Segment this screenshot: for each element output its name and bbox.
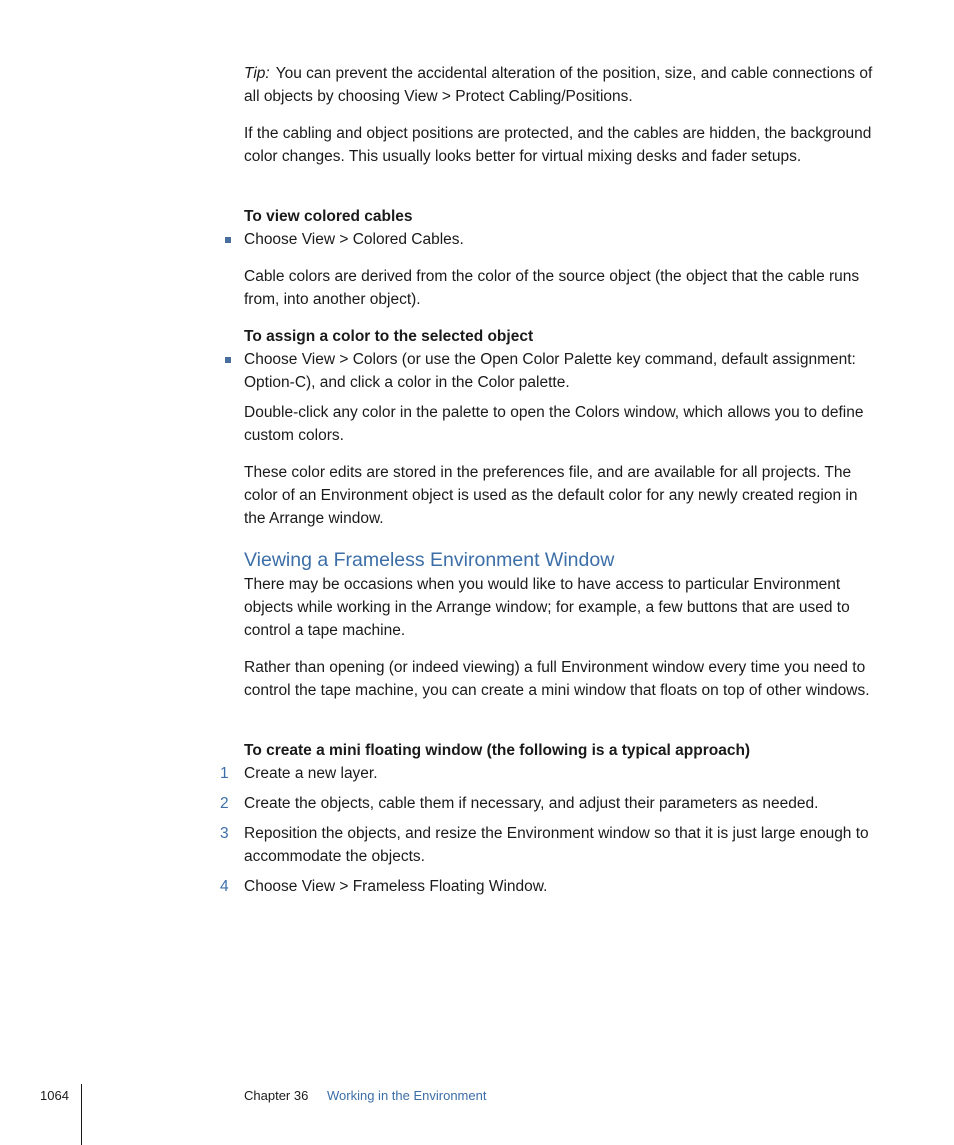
tip-label: Tip: <box>244 65 270 82</box>
footer-chapter-label: Chapter 36 <box>244 1088 309 1103</box>
square-bullet-icon <box>225 237 231 243</box>
step-text: Reposition the objects, and resize the Environment window so that it is just large enough to accommodate the objects. <box>244 825 869 865</box>
footer-divider <box>81 1084 82 1145</box>
tip-paragraph <box>244 62 876 108</box>
section-heading: Viewing a Frameless Environment Window <box>244 549 615 571</box>
cable-colors-paragraph: Cable colors are derived from the color of the source object (the object that the cable runs from, into another object). <box>244 268 860 308</box>
procedure-title-mini-window: To create a mini floating window (the following is a typical approach) <box>244 742 751 759</box>
step-number: 2 <box>220 795 229 812</box>
page-number: 1064 <box>40 1088 69 1103</box>
procedure-title-colored-cables: To view colored cables <box>244 208 413 225</box>
square-bullet-icon <box>225 357 231 363</box>
step-number: 1 <box>220 765 229 782</box>
color-edits-paragraph: These color edits are stored in the preferences file, and are available for all projects. The color of an Environment object is used as the default color for any newly created region in the Arrange window. <box>244 464 858 527</box>
bullet-text: Choose View > Colors (or use the Open Color Palette key command, default assignment: Option-C), and click a color in the Color palette. <box>244 351 856 391</box>
rather-than-paragraph: Rather than opening (or indeed viewing) a full Environment window every time you need to control the tape machine, you can create a mini window that floats on top of other windows. <box>244 659 870 699</box>
footer-chapter-title: Working in the Environment <box>327 1088 487 1103</box>
bullet-text: Choose View > Colored Cables. <box>244 231 464 248</box>
occasions-paragraph: There may be occasions when you would like to have access to particular Environment objects while working in the Arrange window; for example, a few buttons that are used to control a tape machine. <box>244 576 850 639</box>
procedure-title-assign-color: To assign a color to the selected object <box>244 328 534 345</box>
step-text: Create a new layer. <box>244 765 378 782</box>
double-click-paragraph: Double-click any color in the palette to open the Colors window, which allows you to define custom colors. <box>244 404 864 444</box>
step-text: Create the objects, cable them if necessary, and adjust their parameters as needed. <box>244 795 819 812</box>
step-text: Choose View > Frameless Floating Window. <box>244 878 548 895</box>
step-number: 3 <box>220 825 229 842</box>
protected-background-paragraph: If the cabling and object positions are protected, and the cables are hidden, the background color changes. This usually looks better for virtual mixing desks and fader setups. <box>244 125 872 165</box>
tip-text: You can prevent the accidental alteration of the position, size, and cable connections of all objects by choosing View > Protect Cabling/Positions. <box>244 65 873 105</box>
step-number: 4 <box>220 878 229 895</box>
